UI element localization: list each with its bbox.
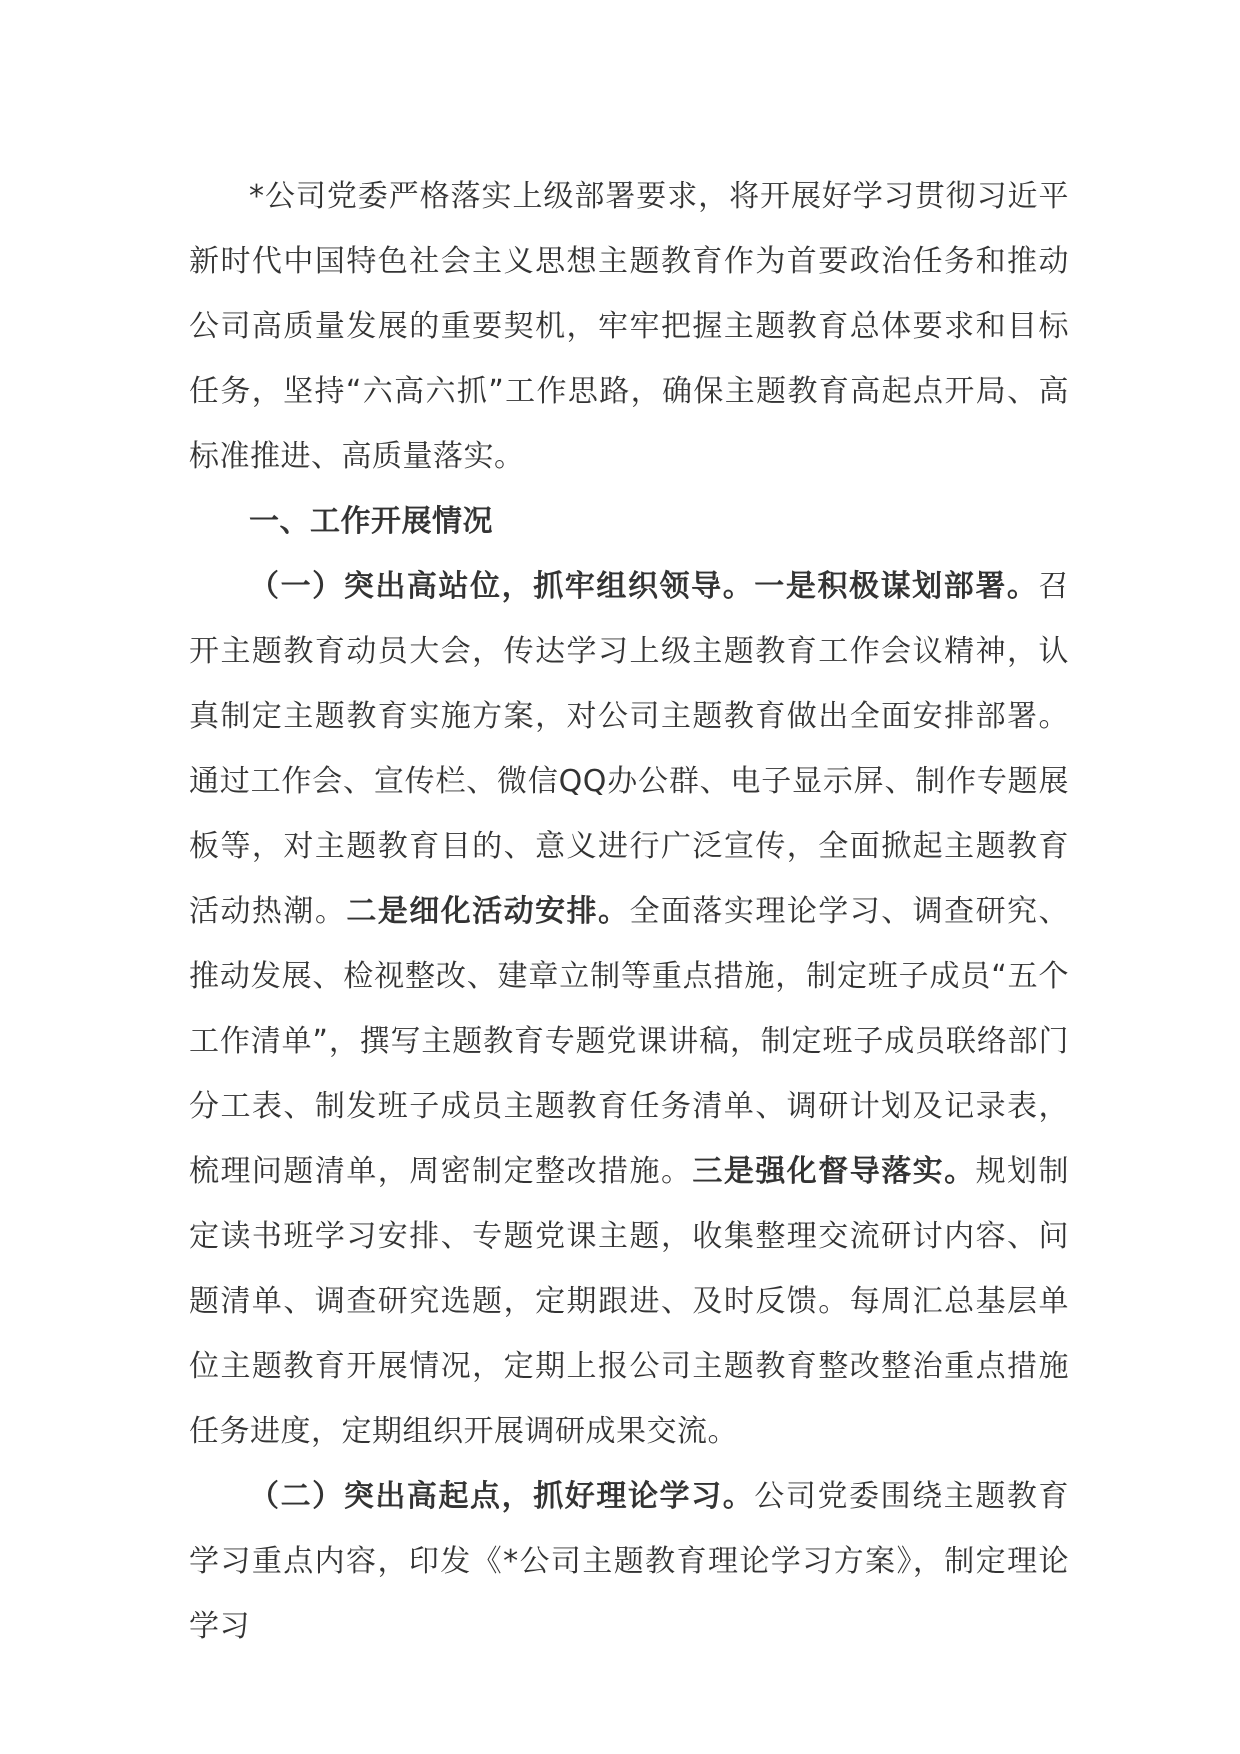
document-body <box>189 164 1069 1659</box>
subsection-1-paragraph <box>189 554 1069 1464</box>
subsection-1-heading: （一）突出高站位，抓牢组织领导。 <box>249 569 755 604</box>
subsection-2-paragraph <box>189 1464 1069 1659</box>
point-2-lead: 二是细化活动安排。 <box>346 894 630 929</box>
intro-paragraph: *公司党委严格落实上级部署要求，将开展好学习贯彻习近平新时代中国特色社会主义思想主题教育作为首要政治任务和推动公司高质量发展的重要契机，牢牢把握主题教育总体要求和目标任务，坚持“六高六抓”工作思路，确保主题教育高起点开局、高标准推进、高质量落实。 <box>189 179 1069 474</box>
subsection-2-text: 公司党委围绕主题教育学习重点内容，印发《*公司主题教育理论学习方案》，制定理论学习 <box>189 1479 1070 1644</box>
point-1-text: 召开主题教育动员大会，传达学习上级主题教育工作会议精神，认真制定主题教育实施方案，对公司主题教育做出全面安排部署。通过工作会、宣传栏、微信QQ办公群、电子显示屏、制作专题展板等，对主题教育目的、意义进行广泛宣传，全面掀起主题教育活动热潮。 <box>189 569 1070 929</box>
point-2-text: 全面落实理论学习、调查研究、推动发展、检视整改、建章立制等重点措施，制定班子成员“五个工作清单”，撰写主题教育专题党课讲稿，制定班子成员联络部门分工表、制发班子成员主题教育任务清单、调研计划及记录表，梳理问题清单，周密制定整改措施。 <box>189 894 1070 1189</box>
point-3-text: 规划制定读书班学习安排、专题党课主题，收集整理交流研讨内容、问题清单、调查研究选题，定期跟进、及时反馈。每周汇总基层单位主题教育开展情况，定期上报公司主题教育整改整治重点措施任务进度，定期组织开展调研成果交流。 <box>189 1154 1070 1449</box>
subsection-2-heading: （二）突出高起点，抓好理论学习。 <box>249 1479 755 1514</box>
section-heading: 一、工作开展情况 <box>249 504 493 539</box>
point-3-lead: 三是强化督导落实。 <box>692 1154 976 1189</box>
point-1-lead: 一是积极谋划部署。 <box>754 569 1039 604</box>
